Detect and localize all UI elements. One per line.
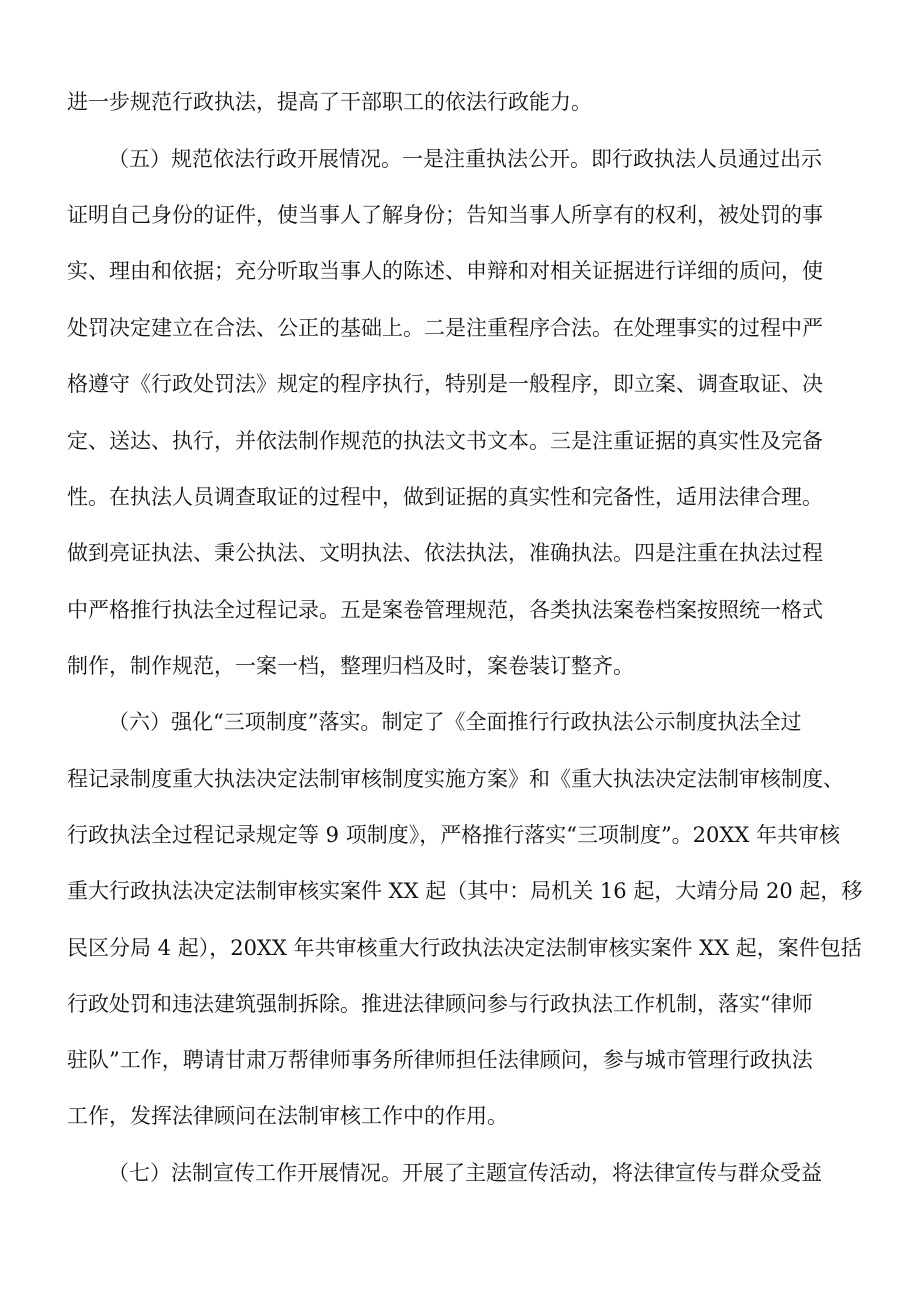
text-line: 定、送达、执行，并依法制作规范的执法文书文本。三是注重证据的真实性及完备 bbox=[67, 429, 823, 453]
paragraph-5-heading-line: （五）规范依法行政开展情况。一是注重执法公开。即行政执法人员通过出示 bbox=[108, 147, 822, 171]
text-line: 性。在执法人员调查取证的过程中，做到证据的真实性和完备性，适用法律合理。 bbox=[67, 485, 823, 509]
text-line: 程记录制度重大执法决定法制审核制度实施方案》和《重大执法决定法制审核制度、 bbox=[67, 767, 844, 791]
text-line: 处罚决定建立在合法、公正的基础上。二是注重程序合法。在处理事实的过程中严 bbox=[67, 316, 823, 340]
paragraph-7-heading-line: （七）法制宣传工作开展情况。开展了主题宣传活动，将法律宣传与群众受益 bbox=[108, 1161, 822, 1185]
text-line: 行政执法全过程记录规定等 9 项制度》，严格推行落实“三项制度”。20XX 年共审核 bbox=[67, 823, 840, 847]
text-line: 格遵守《行政处罚法》规定的程序执行，特别是一般程序，即立案、调查取证、决 bbox=[67, 372, 823, 396]
text-line: 民区分局 4 起），20XX 年共审核重大行政执法决定法制审核实案件 XX 起，案件包括 bbox=[67, 936, 862, 960]
text-line: 做到亮证执法、秉公执法、文明执法、依法执法，准确执法。四是注重在执法过程 bbox=[67, 541, 823, 565]
text-line: 工作，发挥法律顾问在法制审核工作中的作用。 bbox=[67, 1104, 508, 1128]
text-line: 实、理由和依据；充分听取当事人的陈述、申辩和对相关证据进行详细的质问，使 bbox=[67, 259, 823, 283]
text-line: 中严格推行执法全过程记录。五是案卷管理规范，各类执法案卷档案按照统一格式 bbox=[67, 598, 823, 622]
text-line: 制作，制作规范，一案一档，整理归档及时，案卷装订整齐。 bbox=[67, 654, 634, 678]
paragraph-6-heading-line: （六）强化“三项制度”落实。制定了《全面推行行政执法公示制度执法全过 bbox=[108, 710, 802, 734]
text-line: 证明自己身份的证件，使当事人了解身份；告知当事人所享有的权利，被处罚的事 bbox=[67, 203, 823, 227]
text-line: 驻队”工作，聘请甘肃万帮律师事务所律师担任法律顾问，参与城市管理行政执法 bbox=[67, 1048, 813, 1072]
text-line: 进一步规范行政执法，提高了干部职工的依法行政能力。 bbox=[67, 90, 592, 114]
text-line: 行政处罚和违法建筑强制拆除。推进法律顾问参与行政执法工作机制，落实“律师 bbox=[67, 992, 813, 1016]
text-line: 重大行政执法决定法制审核实案件 XX 起（其中：局机关 16 起，大靖分局 20 起，移 bbox=[67, 879, 863, 903]
